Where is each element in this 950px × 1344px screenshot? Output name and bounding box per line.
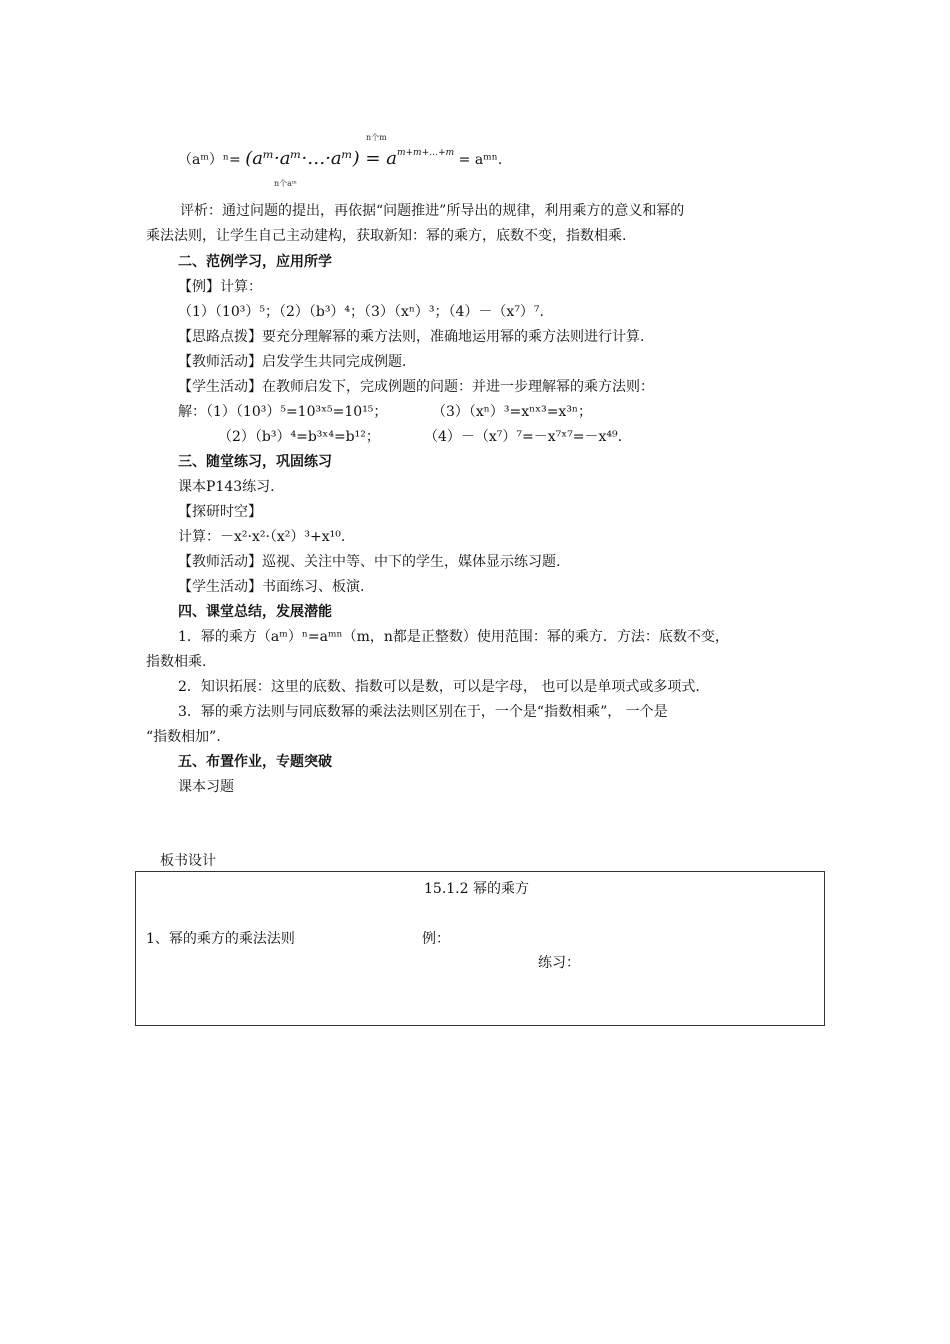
summary-3-line-1: 3．幂的乘方法则与同底数幂的乘法法则区别在于，一个是“指数相乘”， 一个是 bbox=[178, 704, 668, 720]
textbook-exercise: 课本P143练习. bbox=[178, 479, 275, 495]
power-formula bbox=[178, 132, 518, 192]
section-2-heading: 二、范例学习，应用所学 bbox=[178, 254, 332, 270]
summary-1-line-1: 1．幂的乘方（aᵐ）ⁿ=aᵐⁿ（m，n都是正整数）使用范围：幂的乘方．方法：底数不变， bbox=[178, 629, 729, 645]
formula-under-label: n个aᵐ bbox=[274, 179, 297, 188]
board-design-title: 板书设计 bbox=[160, 853, 216, 869]
board-practice: 练习： bbox=[538, 955, 580, 971]
formula-rhs: = aᵐⁿ. bbox=[454, 152, 503, 168]
solution-3: （3）（xⁿ）³=xⁿˣ³=x³ⁿ； bbox=[432, 404, 592, 420]
summary-1-line-2: 指数相乘. bbox=[146, 654, 207, 670]
formula-over-label: n个m bbox=[366, 133, 387, 142]
formula-main bbox=[178, 148, 502, 169]
calc-problem: 计算：－x²·x²·（x²）³+x¹⁰. bbox=[178, 529, 346, 545]
teacher-activity-1: 【教师活动】启发学生共同完成例题. bbox=[178, 354, 407, 370]
board-rule: 1、幂的乘方的乘法法则 bbox=[146, 931, 295, 947]
formula-lhs: （aᵐ）ⁿ= bbox=[178, 152, 241, 168]
formula-exponent-sum: m+m+…+m bbox=[396, 148, 455, 158]
board-heading: 15.1.2 幂的乘方 bbox=[424, 881, 529, 897]
solution-1: 解：（1）（10³）⁵=10³ˣ⁵=10¹⁵； bbox=[178, 404, 388, 420]
summary-3-line-2: “指数相加”. bbox=[146, 729, 221, 745]
teacher-activity-2: 【教师活动】巡视、关注中等、中下的学生，媒体显示练习题. bbox=[178, 554, 561, 570]
section-3-heading: 三、随堂练习，巩固练习 bbox=[178, 454, 332, 470]
formula-expression: (aᵐ·aᵐ·…·aᵐ) = a bbox=[245, 148, 397, 169]
summary-2: 2．知识拓展：这里的底数、指数可以是数，可以是字母， 也可以是单项式或多项式. bbox=[178, 679, 700, 695]
board-example: 例： bbox=[422, 931, 450, 947]
student-activity-1: 【学生活动】在教师启发下，完成例题的问题：并进一步理解幂的乘方法则： bbox=[178, 379, 654, 395]
example-problems: （1）（10³）⁵；（2）（b³）⁴；（3）（xⁿ）³；（4）－（x⁷）⁷. bbox=[178, 304, 544, 320]
student-activity-2: 【学生活动】书面练习、板演. bbox=[178, 579, 365, 595]
homework-text: 课本习题 bbox=[178, 779, 234, 795]
solution-4: （4）－（x⁷）⁷=－x⁷ˣ⁷=－x⁴⁹. bbox=[424, 429, 623, 445]
comment-line-1: 评析：通过问题的提出，再依据“问题推进”所导出的规律，利用乘方的意义和幂的 bbox=[180, 203, 685, 219]
board-design-box bbox=[135, 871, 825, 1026]
hint-text: 【思路点拨】要充分理解幂的乘方法则，准确地运用幂的乘方法则进行计算. bbox=[178, 329, 645, 345]
section-5-heading: 五、布置作业，专题突破 bbox=[178, 754, 332, 770]
solution-2: （2）（b³）⁴=b³ˣ⁴=b¹²； bbox=[218, 429, 380, 445]
comment-line-2: 乘法法则，让学生自己主动建构，获取新知：幂的乘方，底数不变，指数相乘. bbox=[146, 228, 627, 244]
section-4-heading: 四、课堂总结，发展潜能 bbox=[178, 604, 332, 620]
explore-label: 【探研时空】 bbox=[178, 504, 262, 520]
example-label: 【例】计算： bbox=[178, 279, 262, 295]
